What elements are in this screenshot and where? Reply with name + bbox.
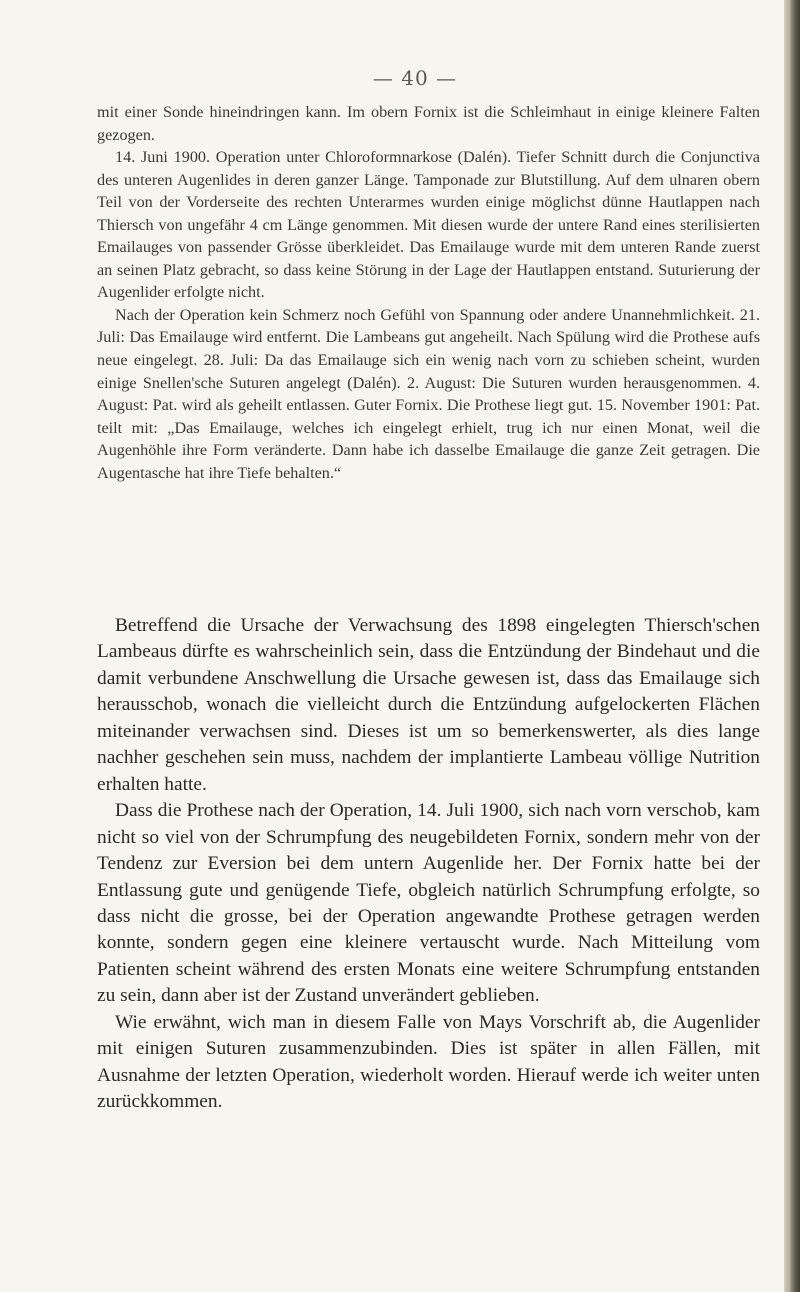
discussion-text bbox=[97, 613, 760, 1116]
paragraph-intro: mit einer Sonde hineindringen kann. Im obern Fornix ist die Schleimhaut in einige kleinere Falten gezogen. bbox=[97, 103, 760, 144]
page-edge-shadow bbox=[784, 0, 800, 1292]
page-number: — 40 — bbox=[372, 66, 458, 90]
page-edge-highlight bbox=[788, 0, 790, 1292]
paragraph-followup: Nach der Operation kein Schmerz noch Gefühl von Spannung oder andere Unannehmlichkeit. 21. Juli: Das Emailauge wird entfernt. Die Lambeans gut angeheilt. Nach Spülung wird die Prothese aufs neue eingelegt. 28. Juli: Da das Emailauge sich ein wenig nach vorn zu schieben scheint, wurden einige Snellen'sche Suturen angelegt (Dalén). 2. August: Die Suturen wurden herausgenommen. 4. August: Pat. wird als geheilt entlassen. Guter Fornix. Die Prothese liegt gut. 15. November 1901: Pat. teilt mit: „Das Emailauge, welches ich eingelegt erhielt, trug ich nur einen Monat, weil die Augenhöhle ihre Form veränderte. Dann habe ich dasselbe Emailauge die ganze Zeit getragen. Die Augentasche hat ihre Tiefe behalten.“ bbox=[97, 305, 760, 482]
paragraph-operation: 14. Juni 1900. Operation unter Chloroformnarkose (Dalén). Tiefer Schnitt durch die Conjunctiva des unteren Augenlides in deren ganzer Länge. Tamponade zur Blutstillung. Auf dem ulnaren obern Teil von der Vorderseite des rechten Unterarmes wurden einige möglichst dünne Hautlappen nach Thiersch von ungefähr 4 cm Länge genommen. Mit diesen wurde der untere Rand eines sterilisierten Emailauges von passender Grösse überkleidet. Das Emailauge wurde mit dem unteren Rande zuerst an seinen Platz gebracht, so dass keine Störung in der Lage der Hautlappen entstand. Suturierung der Augenlider erfolgte nicht. bbox=[97, 148, 760, 302]
paragraph-prosthesis: Dass die Prothese nach der Operation, 14. Juli 1900, sich nach vorn verschob, kam nicht so viel von der Schrumpfung des neugebildeten Fornix, sondern mehr von der Tendenz zur Eversion bei dem untern Augenlide her. Der Fornix hatte bei der Entlassung gute und genügende Tiefe, obgleich natürlich Schrumpfung erfolgte, so dass nicht die grosse, bei der Operation angewandte Prothese getragen werden konnte, sondern gegen eine kleinere vertauscht wurde. Nach Mitteilung vom Patienten scheint während des ersten Monats eine weitere Schrumpfung entstanden zu sein, dann aber ist der Zustand unverändert geblieben. bbox=[97, 800, 760, 1007]
paragraph-sutures: Wie erwähnt, wich man in diesem Falle von Mays Vorschrift ab, die Augenlider mit einigen Suturen zusammenzubinden. Dies ist später in allen Fällen, mit Ausnahme der letzten Operation, wiederholt worden. Hierauf werde ich weiter unten zurückkommen. bbox=[97, 1011, 760, 1113]
paragraph-cause: Betreffend die Ursache der Verwachsung des 1898 eingelegten Thiersch'schen Lambeaus dürfte es wahrscheinlich sein, dass die Entzündung der Bindehaut und die damit verbundene Anschwellung die Ursache gewesen ist, dass das Emailauge sich herausschob, wonach die vielleicht durch die Entzündung aufgelockerten Flächen miteinander verwachsen sind. Dieses ist um so bemerkenswerter, als dies lange nachher geschehen sein muss, nachdem der implantierte Lambeau völlige Nutrition erhalten hatte. bbox=[97, 615, 760, 795]
case-report-text bbox=[97, 101, 760, 484]
